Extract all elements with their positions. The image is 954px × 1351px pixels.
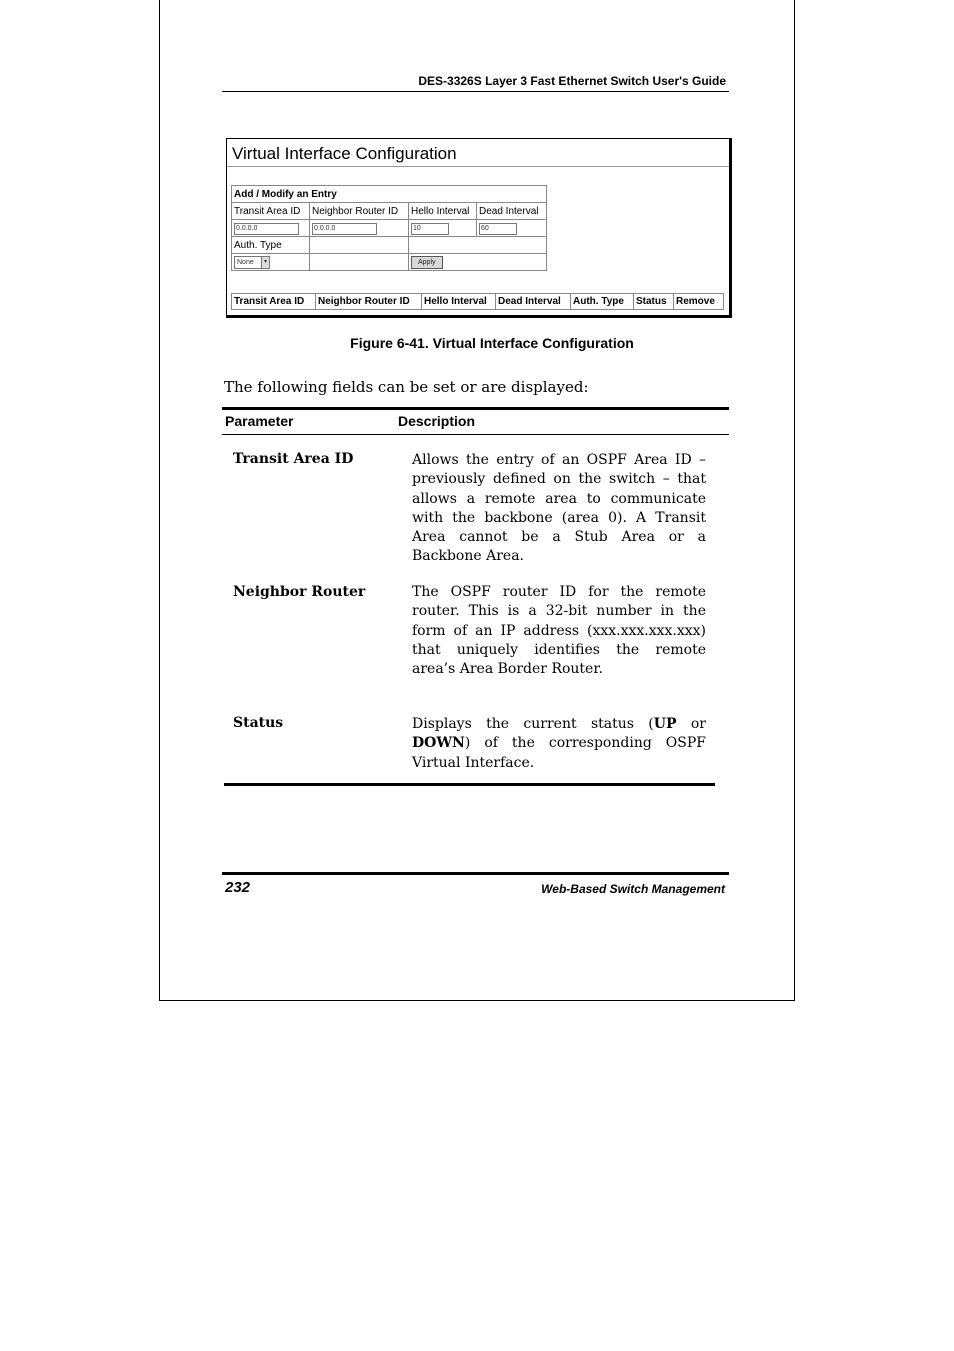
list-col-remove: Remove bbox=[674, 294, 724, 310]
list-col-neighbor-router: Neighbor Router ID bbox=[316, 294, 422, 310]
figure-screenshot bbox=[226, 138, 732, 318]
table-header-rule bbox=[222, 434, 729, 435]
neighbor-router-input[interactable]: 0.0.0.0 bbox=[312, 223, 377, 235]
table-bottom-rule bbox=[224, 783, 715, 786]
form-col-dead-interval: Dead Interval bbox=[477, 203, 547, 220]
intro-text: The following fields can be set or are displayed: bbox=[224, 378, 589, 396]
hello-interval-input[interactable]: 10 bbox=[411, 223, 449, 235]
list-col-hello-interval: Hello Interval bbox=[422, 294, 496, 310]
screenshot-title: Virtual Interface Configuration bbox=[232, 144, 457, 163]
auth-type-select[interactable] bbox=[234, 256, 270, 269]
list-col-dead-interval: Dead Interval bbox=[496, 294, 571, 310]
auth-type-value: None bbox=[237, 258, 254, 266]
running-header: DES-3326S Layer 3 Fast Ethernet Switch User's Guide bbox=[418, 74, 726, 88]
description-header: Description bbox=[398, 413, 476, 429]
footer-rule bbox=[222, 872, 729, 875]
param-name-transit-area: Transit Area ID bbox=[233, 451, 354, 467]
form-section-label: Add / Modify an Entry bbox=[232, 186, 547, 203]
param-desc-transit-area: Allows the entry of an OSPF Area ID – previously defined on the switch – that allows a remote area to communicate with the backbone (area 0). A Transit Area cannot be a Stub Area or a Backbone Area. bbox=[412, 452, 706, 565]
form-col-hello-interval: Hello Interval bbox=[409, 203, 477, 220]
auth-type-label: Auth. Type bbox=[232, 237, 310, 254]
form-col-transit-area: Transit Area ID bbox=[232, 203, 310, 220]
list-col-transit-area: Transit Area ID bbox=[232, 294, 316, 310]
figure-caption: Figure 6-41. Virtual Interface Configuration bbox=[350, 335, 634, 351]
status-up-label: UP bbox=[653, 716, 677, 732]
running-footer: Web-Based Switch Management bbox=[541, 882, 725, 896]
transit-area-input[interactable]: 0.0.0.0 bbox=[234, 223, 299, 235]
header-rule bbox=[222, 91, 729, 92]
status-desc-text: Displays the current status ( bbox=[412, 716, 654, 732]
status-desc-tail: ) of the corresponding OSPF Virtual Interface. bbox=[412, 735, 706, 771]
entry-form bbox=[231, 185, 547, 271]
param-header: Parameter bbox=[225, 413, 294, 429]
status-desc-or: or bbox=[676, 716, 706, 732]
param-desc-neighbor-router: The OSPF router ID for the remote router. This is a 32-bit number in the form of an IP address (xxx.xxx.xxx.xxx) that uniquely identifies the remote area’s Area Border Router. bbox=[412, 584, 706, 678]
list-col-status: Status bbox=[634, 294, 674, 310]
page-number: 232 bbox=[225, 879, 251, 896]
param-desc-status bbox=[412, 715, 706, 773]
apply-button[interactable]: Apply bbox=[411, 256, 443, 269]
dead-interval-input[interactable]: 60 bbox=[479, 223, 517, 235]
list-col-auth-type: Auth. Type bbox=[571, 294, 634, 310]
dropdown-arrow-icon: ▾ bbox=[261, 257, 269, 268]
screenshot-title-rule bbox=[227, 166, 729, 167]
status-down-label: DOWN bbox=[412, 735, 465, 752]
form-col-neighbor-router: Neighbor Router ID bbox=[310, 203, 409, 220]
virtual-interface-list-header bbox=[231, 293, 724, 310]
param-name-status: Status bbox=[233, 715, 284, 731]
param-name-neighbor-router: Neighbor Router bbox=[233, 584, 366, 600]
table-top-rule bbox=[222, 407, 729, 410]
